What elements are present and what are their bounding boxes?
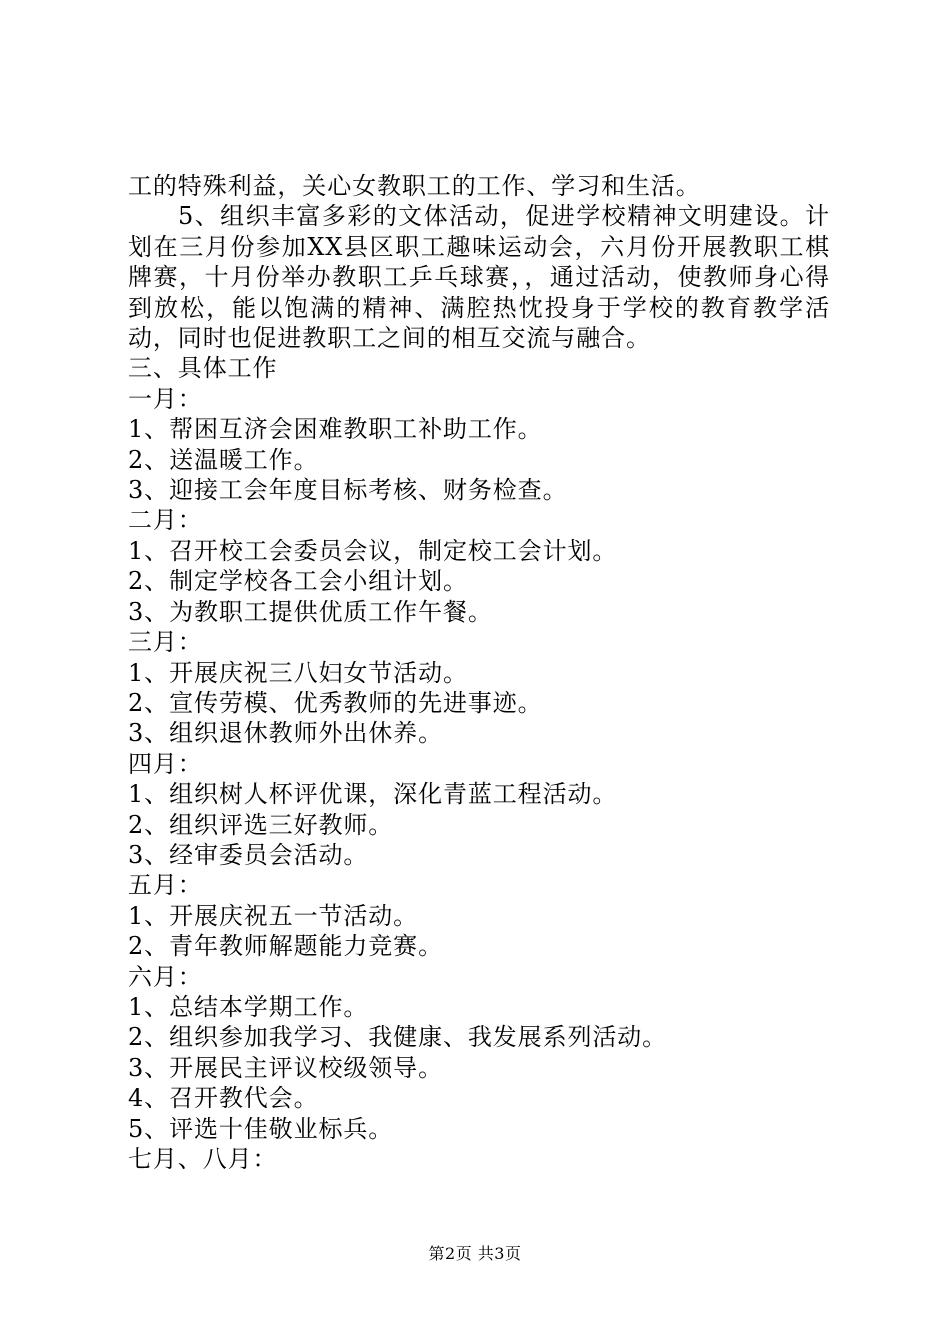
- month-heading-july-august: 七月、八月：: [128, 1145, 278, 1173]
- list-item: 2、送温暖工作。: [128, 445, 319, 474]
- list-item: 1、开展庆祝五一节活动。: [128, 901, 419, 930]
- list-item: 3、开展民主评议校级领导。: [128, 1053, 443, 1082]
- list-item: 1、总结本学期工作。: [128, 992, 369, 1021]
- list-item: 1、召开校工会委员会议，制定校工会计划。: [128, 536, 618, 565]
- list-item: 3、组织退休教师外出休养。: [128, 719, 443, 748]
- list-item: 3、经审委员会活动。: [128, 840, 369, 869]
- page-number-footer: 第2页 共3页: [428, 1244, 522, 1263]
- list-item: 5、评选十佳敬业标兵。: [128, 1114, 394, 1143]
- document-body: [128, 171, 830, 1174]
- month-heading-march: 三月：: [128, 628, 203, 657]
- list-item: 1、组织树人杯评优课，深化青蓝工程活动。: [128, 780, 618, 809]
- list-item: 2、组织参加我学习、我健康、我发展系列活动。: [128, 1023, 668, 1052]
- month-heading-january: 一月：: [128, 384, 203, 413]
- list-item: 2、组织评选三好教师。: [128, 810, 394, 839]
- list-item: 2、青年教师解题能力竞赛。: [128, 932, 443, 961]
- month-heading-february: 二月：: [128, 506, 203, 535]
- list-item: 1、开展庆祝三八妇女节活动。: [128, 658, 468, 687]
- month-heading-june: 六月：: [128, 962, 203, 991]
- list-item: 1、帮困互济会困难教职工补助工作。: [128, 415, 543, 444]
- month-heading-april: 四月：: [128, 749, 203, 778]
- list-item: 3、为教职工提供优质工作午餐。: [128, 597, 493, 626]
- month-heading-may: 五月：: [128, 871, 203, 900]
- list-item: 3、迎接工会年度目标考核、财务检查。: [128, 476, 568, 505]
- paragraph-item-5: 5、组织丰富多彩的文体活动，促进学校精神文明建设。计划在三月份参加XX县区职工趣味运动会，六月份开展教职工棋牌赛，十月份举办教职工乒乓球赛，，通过活动，使教师身心得到放松，能以饱满的精神、满腔热忱投身于学校的教育教学活动，同时也促进教职工之间的相互交流与融合。: [128, 202, 830, 353]
- paragraph-continuation: 工的特殊利益，关心女教职工的工作、学习和生活。: [128, 172, 701, 200]
- list-item: 2、宣传劳模、优秀教师的先进事迹。: [128, 688, 543, 717]
- list-item: 4、召开教代会。: [128, 1084, 319, 1113]
- list-item: 2、制定学校各工会小组计划。: [128, 567, 468, 596]
- section-heading: 三、具体工作: [128, 354, 278, 383]
